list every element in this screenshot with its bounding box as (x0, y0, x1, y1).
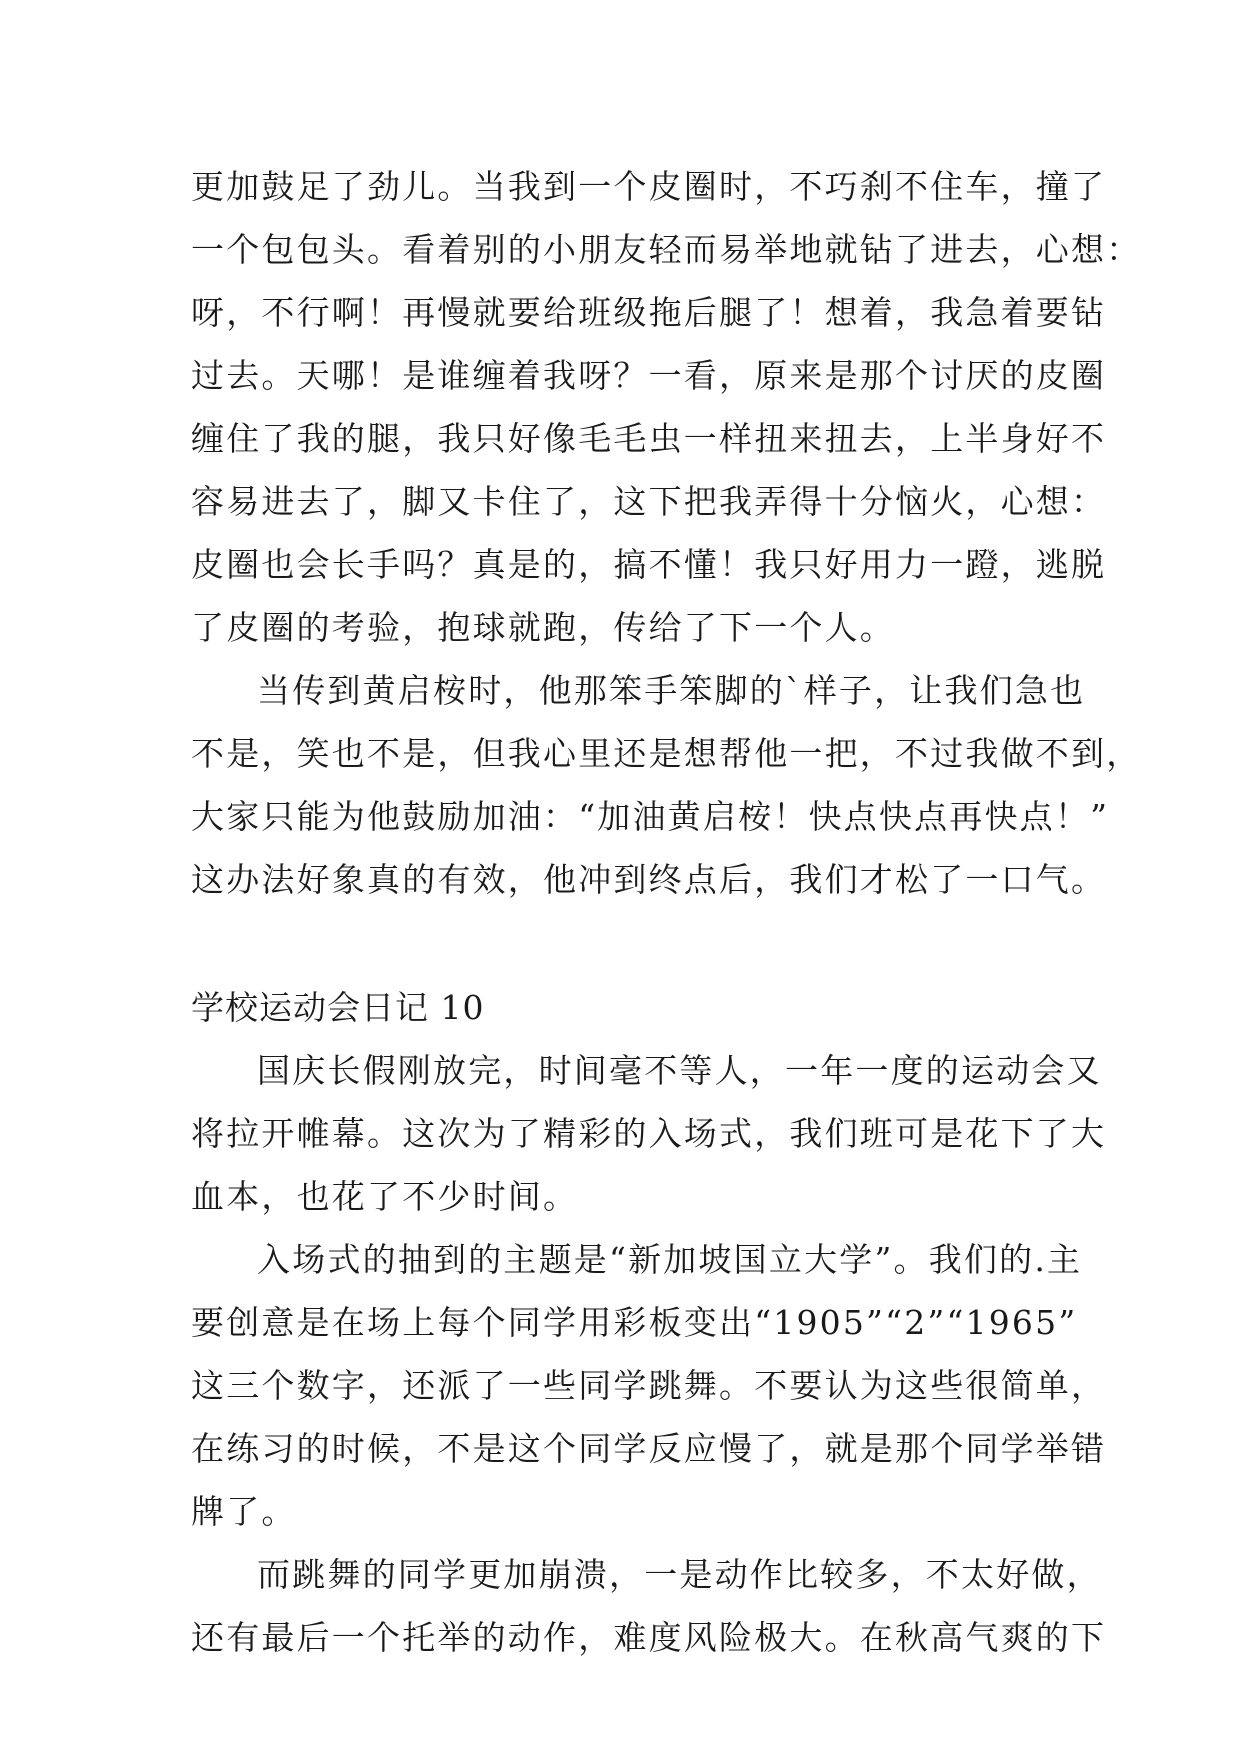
text-line: 大家只能为他鼓励加油：“加油黄启桉！快点快点再快点！” (191, 797, 1110, 836)
text-line: 还有最后一个托举的动作，难度风险极大。在秋高气爽的下 (191, 1618, 1107, 1657)
paragraph-2 (191, 659, 1142, 911)
text-line: 当传到黄启桉时，他那笨手笨脚的`样子，让我们急也 (257, 671, 1086, 710)
text-line: 了皮圈的考验，抱球就跑，传给了下一个人。 (191, 608, 895, 647)
text-line: 呀，不行啊！再慢就要给班级拖后腿了！想着，我急着要钻 (191, 293, 1107, 332)
text-line: 在练习的时候，不是这个同学反应慢了，就是那个同学举错 (191, 1429, 1107, 1468)
text-line: 要创意是在场上每个同学用彩板变出“1905”“2”“1965” (191, 1303, 1078, 1342)
text-line: 这三个数字，还派了一些同学跳舞。不要认为这些很简单， (191, 1366, 1107, 1405)
text-line: 国庆长假刚放完，时间毫不等人，一年一度的运动会又 (257, 1051, 1102, 1090)
text-line: 血本，也花了不少时间。 (191, 1177, 579, 1216)
text-line: 而跳舞的同学更加崩溃，一是动作比较多，不太好做， (257, 1555, 1102, 1594)
text-line: 过去。天哪！是谁缠着我呀？一看，原来是那个讨厌的皮圈 (191, 356, 1107, 395)
text-line: 更加鼓足了劲儿。当我到一个皮圈时，不巧刹不住车，撞了 (191, 167, 1107, 206)
text-line: 入场式的抽到的主题是“新加坡国立大学”。我们的.主 (257, 1240, 1083, 1279)
section-heading: 学校运动会日记 10 (191, 988, 485, 1027)
text-line: 缠住了我的腿，我只好像毛毛虫一样扭来扭去，上半身好不 (191, 419, 1107, 458)
paragraph-3 (191, 1039, 1107, 1228)
paragraph-1 (191, 155, 1142, 659)
text-line: 一个包包头。看着别的小朋友轻而易举地就钻了进去，心想： (191, 230, 1142, 269)
text-line: 容易进去了，脚又卡住了，这下把我弄得十分恼火，心想： (191, 482, 1107, 521)
document-body (191, 155, 1142, 1669)
section-spacer (191, 911, 1071, 976)
text-line: 牌了。 (191, 1492, 297, 1531)
text-line: 皮圈也会长手吗？真是的，搞不懂！我只好用力一蹬，逃脱 (191, 545, 1107, 584)
text-line: 不是，笑也不是，但我心里还是想帮他一把，不过我做不到， (191, 734, 1142, 773)
text-line: 这办法好象真的有效，他冲到终点后，我们才松了一口气。 (191, 860, 1107, 899)
paragraph-5 (191, 1543, 1107, 1669)
paragraph-4 (191, 1228, 1107, 1543)
text-line: 将拉开帷幕。这次为了精彩的入场式，我们班可是花下了大 (191, 1114, 1107, 1153)
